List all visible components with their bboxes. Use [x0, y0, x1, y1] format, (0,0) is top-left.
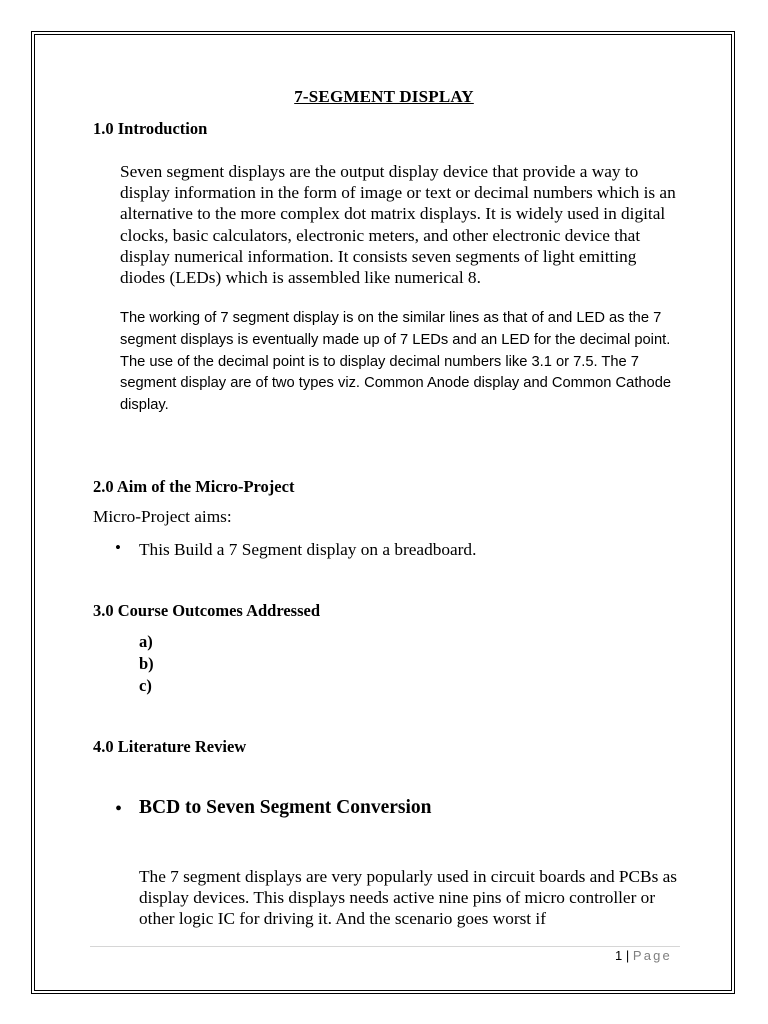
literature-bullet-heading: BCD to Seven Segment Conversion	[139, 797, 432, 818]
literature-paragraph: The 7 segment displays are very popularly used in circuit boards and PCBs as display devices. This displays needs active nine pins of micro controller or other logic IC for driving it. And the scenario goes worst if	[139, 867, 678, 929]
page-footer	[615, 948, 672, 963]
bullet-dot-icon: •	[115, 538, 121, 557]
page-label: Page	[632, 948, 672, 963]
outcome-item-c: c)	[139, 676, 152, 695]
page-separator: |	[625, 948, 630, 963]
aim-bullet-item: This Build a 7 Segment display on a breadboard.	[139, 540, 477, 559]
intro-paragraph-2: The working of 7 segment display is on the similar lines as that of and LED as the 7 segment displays is eventually made up of 7 LEDs and an LED for the decimal point. The use of the decimal point is to display decimal numbers like 3.1 or 7.5. The 7 segment display are of two types viz. Common Anode display and Common Cathode display.	[120, 310, 672, 414]
footer-divider	[90, 946, 680, 947]
bullet-dot-icon: •	[115, 798, 123, 820]
outcome-item-a: a)	[139, 632, 153, 651]
literature-heading: 4.0 Literature Review	[93, 737, 247, 756]
outcome-item-b: b)	[139, 654, 154, 673]
intro-paragraph-1: Seven segment displays are the output display device that provide a way to display information in the form of image or text or decimal numbers which is an alternative to the more complex dot matrix displays. It is widely used in digital clocks, basic calculators, electronic meters, and other electronic device that display numerical information. It consists seven segments of light emitting diodes (LEDs) which is assembled like numerical 8.	[120, 162, 676, 288]
page-number: 1	[614, 948, 623, 963]
document-title: 7-SEGMENT DISPLAY	[294, 87, 474, 106]
aim-lead: Micro-Project aims:	[93, 507, 232, 526]
aim-heading: 2.0 Aim of the Micro-Project	[93, 477, 295, 496]
intro-heading: 1.0 Introduction	[93, 119, 208, 138]
outcomes-heading: 3.0 Course Outcomes Addressed	[93, 601, 321, 620]
